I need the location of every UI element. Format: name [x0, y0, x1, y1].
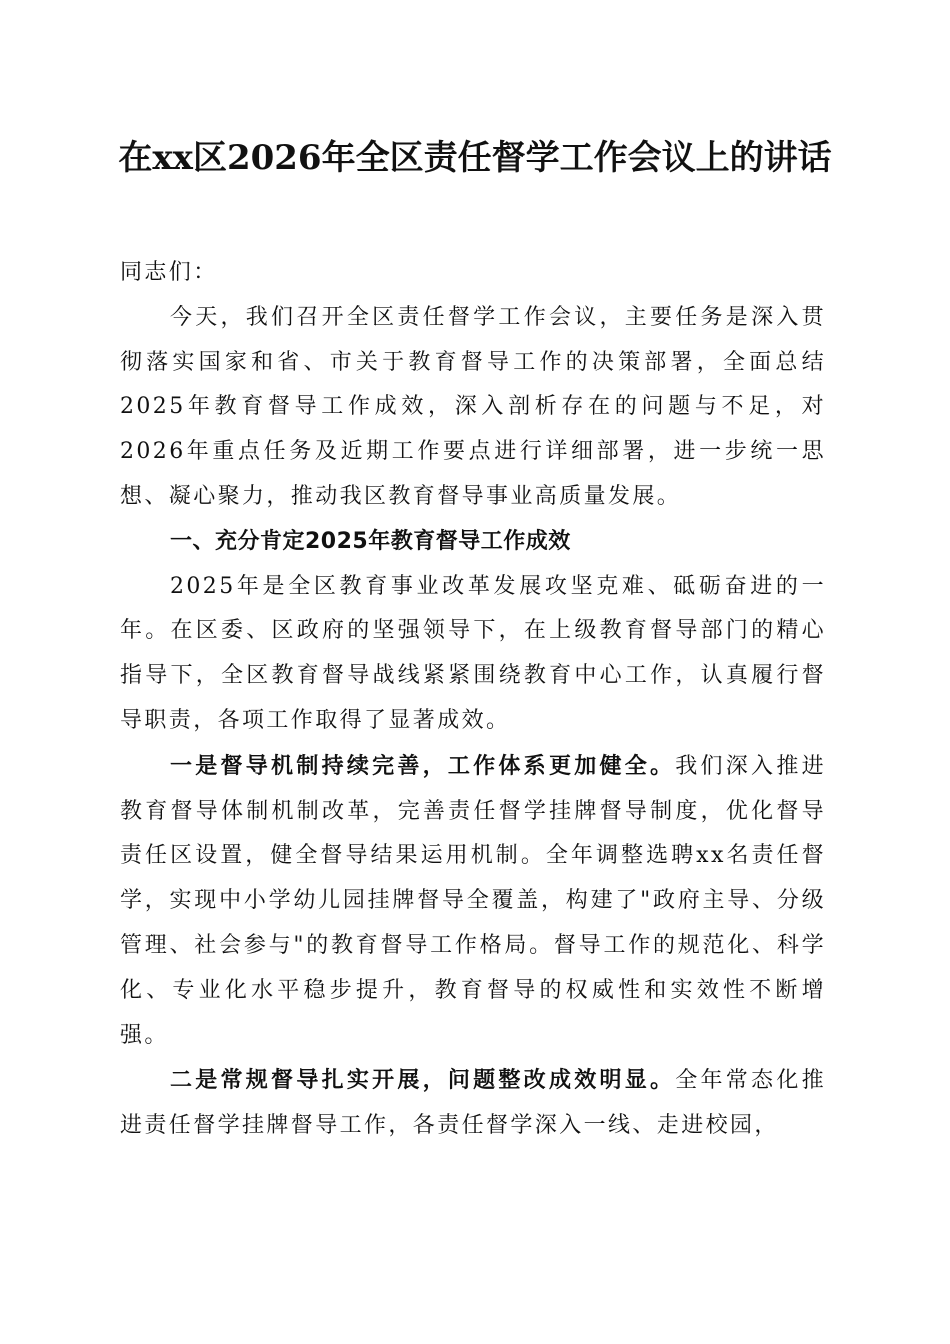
document-title: 在xx区2026年全区责任督学工作会议上的讲话 — [118, 138, 832, 178]
section-1-intro-paragraph: 2025年是全区教育事业改革发展攻坚克难、砥砺奋进的一年。在区委、区政府的坚强领导下，在上级教育督导部门的精心指导下，全区教育督导战线紧紧围绕教育中心工作，认真履行督导职责，各项工作取得了显著成效。 — [120, 573, 826, 733]
section-1-heading: 一、充分肯定2025年教育督导工作成效 — [170, 528, 571, 554]
document-body — [120, 251, 826, 1149]
point-2-lead: 二是常规督导扎实开展，问题整改成效明显。 — [170, 1067, 676, 1094]
point-1-lead: 一是督导机制持续完善，工作体系更加健全。 — [170, 752, 676, 779]
intro-paragraph: 今天，我们召开全区责任督学工作会议，主要任务是深入贯彻落实国家和省、市关于教育督导工作的决策部署，全面总结2025年教育督导工作成效，深入剖析存在的问题与不足，对2026年重点任务及近期工作要点进行详细部署，进一步统一思想、凝心聚力，推动我区教育督导事业高质量发展。 — [120, 304, 826, 509]
point-2-paragraph — [120, 1058, 826, 1149]
salutation: 同志们： — [120, 260, 218, 285]
point-1-text: 我们深入推进教育督导体制机制改革，完善责任督学挂牌督导制度，优化督导责任区设置，健全督导结果运用机制。全年调整选聘xx名责任督学，实现中小学幼儿园挂牌督导全覆盖，构建了"政府主导、分级管理、社会参与"的教育督导工作格局。督导工作的规范化、科学化、专业化水平稳步提升，教育督导的权威性和实效性不断增强。 — [120, 753, 826, 1048]
point-1-paragraph — [120, 744, 826, 1059]
point-2-text: 全年常态化推进责任督学挂牌督导工作，各责任督学深入一线、走进校园， — [120, 1068, 826, 1139]
